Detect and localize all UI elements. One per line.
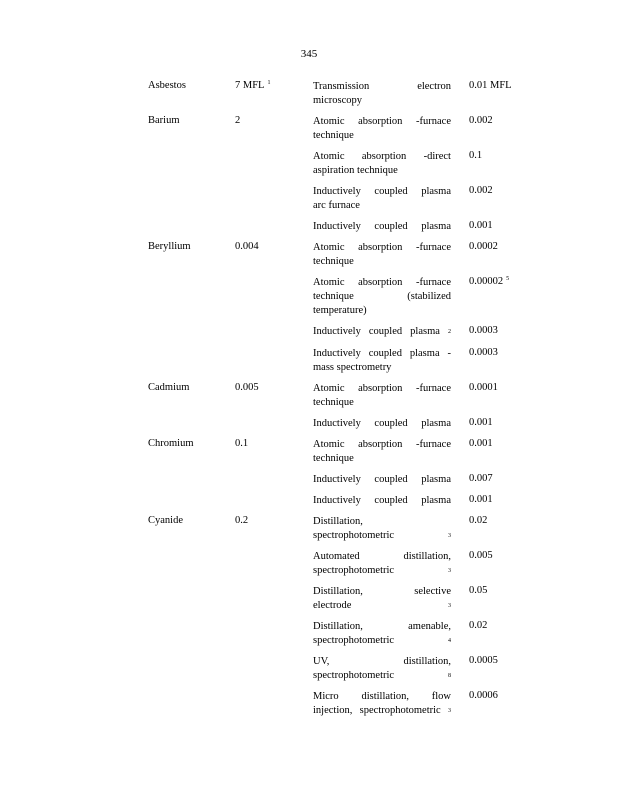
method-word: absorption: [358, 383, 403, 394]
method-word: coupled: [374, 418, 408, 429]
footnote-marker: 5: [506, 276, 510, 282]
footnote-marker: 8: [448, 673, 451, 679]
method-word: plasma: [410, 326, 440, 337]
method-word: temperature): [313, 305, 367, 316]
method-word: Inductively: [313, 474, 361, 485]
method-word: technique: [313, 453, 354, 464]
detection-limit-cell: 0.001: [469, 417, 493, 428]
method-word: (stabilized: [407, 291, 451, 302]
method-word: absorption: [358, 277, 403, 288]
method-line: [313, 361, 451, 375]
method-word: coupled: [374, 186, 408, 197]
method-line: [313, 115, 451, 129]
method-line: [313, 599, 451, 613]
method-line: [313, 80, 451, 94]
method-word: Inductively: [313, 418, 361, 429]
method-cell: [313, 438, 451, 466]
footnote-marker: 3: [448, 533, 451, 539]
method-line: [313, 241, 451, 255]
footnote-marker: 3: [448, 708, 451, 714]
method-word: injection,: [313, 705, 353, 716]
method-word: Inductively: [313, 495, 361, 506]
method-word: Atomic: [313, 277, 345, 288]
method-word: coupled: [368, 348, 402, 359]
detection-limit-cell: 0.007: [469, 473, 493, 484]
method-cell: [313, 417, 451, 431]
method-line: [313, 304, 451, 318]
method-word: -furnace: [416, 242, 451, 253]
footnote-marker: 4: [448, 638, 451, 644]
method-line: [313, 550, 451, 564]
method-word: furnace: [328, 200, 360, 211]
method-word: Inductively: [313, 221, 361, 232]
method-word: spectrophotometric: [313, 635, 395, 646]
detection-limit-cell: 0.005: [469, 550, 493, 561]
method-word: Atomic: [313, 383, 345, 394]
method-cell: [313, 494, 451, 508]
method-word: Distillation,: [313, 621, 363, 632]
method-line: [313, 325, 451, 339]
detection-limit-cell: 0.001: [469, 494, 493, 505]
method-line: [313, 704, 451, 718]
detection-limit-cell: 0.0003: [469, 325, 498, 336]
method-line: [313, 276, 451, 290]
method-word: microscopy: [313, 95, 362, 106]
method-word: -: [447, 348, 451, 359]
detection-limit-cell: 0.001: [469, 220, 493, 231]
method-word: coupled: [374, 221, 408, 232]
method-word: absorption: [358, 116, 403, 127]
method-word: Distillation,: [313, 586, 363, 597]
method-word: plasma: [409, 348, 440, 359]
detection-limit-cell: 0.001: [469, 438, 493, 449]
method-word: plasma: [421, 418, 451, 429]
method-line: [313, 129, 451, 143]
method-word: distillation,: [361, 691, 409, 702]
footnote-marker: 3: [448, 603, 451, 609]
detection-limit-cell: 0.002: [469, 185, 493, 196]
method-line: [313, 185, 451, 199]
method-line: [313, 494, 451, 508]
contaminant-cell: Asbestos: [148, 80, 186, 91]
detection-limit-cell: 0.0003: [469, 347, 498, 358]
method-word: technique: [357, 165, 398, 176]
detection-limit-cell: 0.05: [469, 585, 488, 596]
method-word: plasma: [421, 474, 451, 485]
method-line: [313, 620, 451, 634]
method-word: plasma: [421, 221, 451, 232]
method-word: electrode: [313, 600, 352, 611]
method-word: technique: [313, 130, 354, 141]
method-word: Transmission: [313, 81, 370, 92]
method-cell: [313, 241, 451, 269]
method-cell: [313, 550, 451, 578]
method-cell: [313, 150, 451, 178]
method-word: absorption: [361, 151, 407, 162]
method-word: distillation,: [403, 551, 451, 562]
method-word: UV,: [313, 656, 330, 667]
method-line: [313, 669, 451, 683]
method-word: -furnace: [416, 277, 451, 288]
mcl-cell: 0.004: [235, 241, 259, 252]
method-line: [313, 634, 451, 648]
method-line: [313, 515, 451, 529]
method-word: plasma: [421, 495, 451, 506]
method-word: electron: [417, 81, 451, 92]
method-word: spectrometry: [336, 362, 392, 373]
method-word: Inductively: [313, 326, 361, 337]
detection-limit-cell: 0.00002 $^5$: [469, 276, 510, 287]
method-line: [313, 452, 451, 466]
method-cell: [313, 80, 451, 108]
mcl-cell: 2: [235, 115, 241, 126]
method-word: plasma: [421, 186, 451, 197]
mcl-cell: 0.005: [235, 382, 259, 393]
method-line: [313, 199, 451, 213]
method-word: aspiration: [313, 165, 355, 176]
detection-limit-cell: 0.002: [469, 115, 493, 126]
mcl-cell: 7 MFL $^1$: [235, 80, 271, 91]
method-word: Atomic: [313, 439, 345, 450]
method-word: Automated: [313, 551, 360, 562]
method-word: distillation,: [403, 656, 451, 667]
method-word: -direct: [423, 151, 451, 162]
method-cell: [313, 185, 451, 213]
method-word: coupled: [374, 495, 408, 506]
contaminant-cell: Chromium: [148, 438, 194, 449]
method-cell: [313, 276, 451, 318]
method-line: [313, 473, 451, 487]
footnote-marker: 3: [448, 568, 451, 574]
contaminant-cell: Cyanide: [148, 515, 183, 526]
method-cell: [313, 585, 451, 613]
mcl-cell: 0.2: [235, 515, 249, 526]
method-line: [313, 220, 451, 234]
method-word: spectrophotometric: [313, 565, 395, 576]
method-word: selective: [414, 586, 451, 597]
method-word: technique: [313, 256, 354, 267]
contaminant-cell: Beryllium: [148, 241, 191, 252]
method-line: [313, 382, 451, 396]
method-line: [313, 529, 451, 543]
method-line: [313, 164, 451, 178]
detection-limit-cell: 0.0002: [469, 241, 498, 252]
method-line: [313, 585, 451, 599]
method-word: flow: [431, 691, 451, 702]
method-word: mass: [313, 362, 334, 373]
method-cell: [313, 473, 451, 487]
page-number: 345: [300, 48, 318, 60]
method-word: coupled: [374, 474, 408, 485]
method-cell: [313, 325, 451, 339]
method-line: [313, 417, 451, 431]
method-word: technique: [313, 291, 354, 302]
method-line: [313, 564, 451, 578]
method-word: amenable,: [408, 621, 451, 632]
method-word: absorption: [358, 242, 403, 253]
method-cell: [313, 382, 451, 410]
detection-limit-cell: 0.02: [469, 620, 488, 631]
method-word: Micro: [313, 691, 339, 702]
footnote-marker: 2: [447, 329, 451, 335]
method-line: [313, 255, 451, 269]
method-line: [313, 396, 451, 410]
detection-limit-cell: 0.0006: [469, 690, 498, 701]
detection-limit-cell: 0.01 MFL: [469, 80, 512, 91]
method-line: [313, 150, 451, 164]
detection-limit-cell: 0.02: [469, 515, 488, 526]
method-cell: [313, 115, 451, 143]
detection-limit-cell: 0.1: [469, 150, 483, 161]
method-line: [313, 655, 451, 669]
method-word: -furnace: [416, 383, 451, 394]
method-line: [313, 290, 451, 304]
method-word: -furnace: [416, 439, 451, 450]
footnote-marker: 1: [267, 80, 271, 86]
detection-limit-cell: 0.0005: [469, 655, 498, 666]
method-word: spectrophotometric: [313, 530, 395, 541]
method-cell: [313, 347, 451, 375]
method-word: Distillation,: [313, 516, 363, 527]
contaminant-cell: Barium: [148, 115, 180, 126]
method-word: Atomic: [313, 116, 345, 127]
method-line: [313, 438, 451, 452]
method-word: Inductively: [313, 348, 361, 359]
method-line: [313, 690, 451, 704]
method-word: absorption: [358, 439, 403, 450]
method-word: Atomic: [313, 151, 345, 162]
method-cell: [313, 655, 451, 683]
method-cell: [313, 620, 451, 648]
method-word: spectrophotometric: [313, 670, 395, 681]
method-line: [313, 347, 451, 361]
method-word: -furnace: [416, 116, 451, 127]
method-word: spectrophotometric: [359, 705, 441, 716]
detection-limit-cell: 0.0001: [469, 382, 498, 393]
mcl-cell: 0.1: [235, 438, 249, 449]
method-cell: [313, 690, 451, 718]
contaminant-cell: Cadmium: [148, 382, 190, 393]
method-cell: [313, 220, 451, 234]
method-word: arc: [313, 200, 326, 211]
method-word: Atomic: [313, 242, 345, 253]
method-word: technique: [313, 397, 354, 408]
method-line: [313, 94, 451, 108]
method-word: Inductively: [313, 186, 361, 197]
method-word: coupled: [368, 326, 403, 337]
method-cell: [313, 515, 451, 543]
